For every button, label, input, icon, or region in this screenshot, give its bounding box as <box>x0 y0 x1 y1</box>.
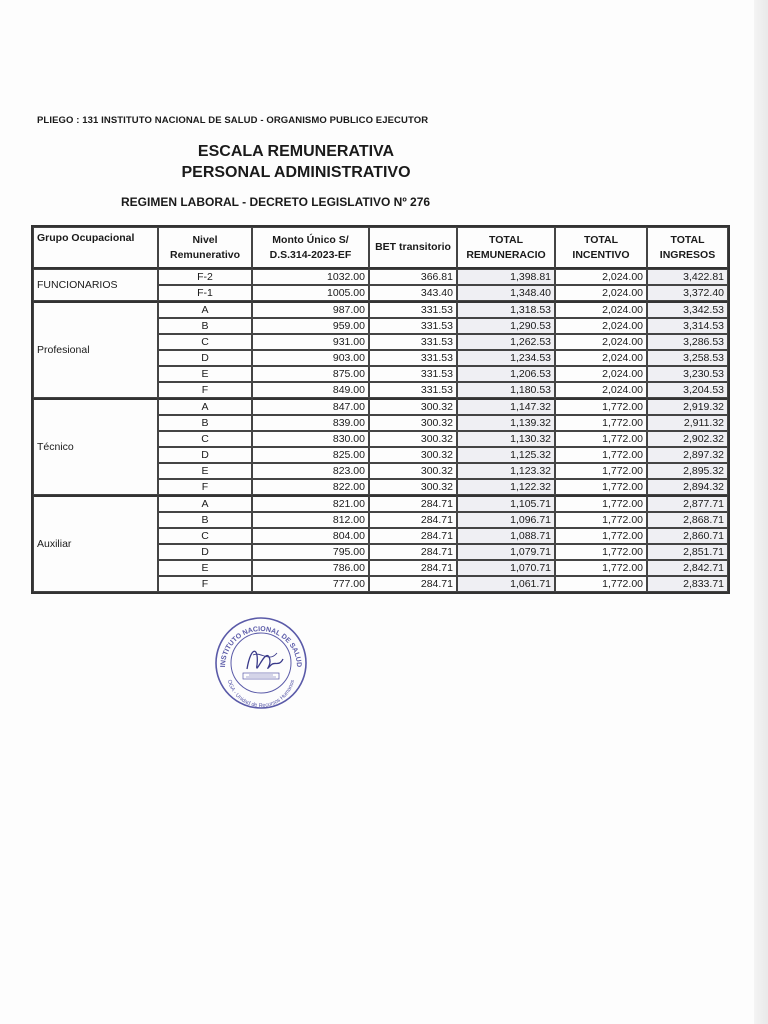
bet-cell: 284.71 <box>369 495 457 512</box>
header-bet-transitorio: BET transitorio <box>369 227 457 269</box>
total-incentivo-cell: 1,772.00 <box>555 576 647 592</box>
monto-cell: 830.00 <box>252 431 369 447</box>
signature-scribble <box>247 651 283 669</box>
monto-cell: 875.00 <box>252 366 369 382</box>
table-header-row <box>33 227 728 269</box>
bet-cell: 300.32 <box>369 447 457 463</box>
total-remuneracion-cell: 1,123.32 <box>457 463 555 479</box>
total-remuneracion-cell: 1,147.32 <box>457 398 555 415</box>
total-ingresos-cell: 3,422.81 <box>647 269 728 285</box>
total-incentivo-cell: 1,772.00 <box>555 415 647 431</box>
total-remuneracion-cell: 1,070.71 <box>457 560 555 576</box>
total-ingresos-cell: 3,230.53 <box>647 366 728 382</box>
header-total-incentivo: TOTAL INCENTIVO <box>555 227 647 269</box>
monto-cell: 839.00 <box>252 415 369 431</box>
total-remuneracion-cell: 1,061.71 <box>457 576 555 592</box>
total-remuneracion-cell: 1,398.81 <box>457 269 555 285</box>
bet-cell: 331.53 <box>369 334 457 350</box>
monto-cell: 849.00 <box>252 382 369 398</box>
nivel-cell: E <box>158 463 252 479</box>
total-remuneracion-cell: 1,206.53 <box>457 366 555 382</box>
nivel-cell: F-2 <box>158 269 252 285</box>
total-incentivo-cell: 2,024.00 <box>555 269 647 285</box>
total-incentivo-cell: 2,024.00 <box>555 285 647 301</box>
bet-cell: 331.53 <box>369 318 457 334</box>
bet-cell: 300.32 <box>369 431 457 447</box>
bet-cell: 331.53 <box>369 350 457 366</box>
pliego-line: PLIEGO : 131 INSTITUTO NACIONAL DE SALUD - ORGANISMO PUBLICO EJECUTOR <box>37 115 429 126</box>
total-remuneracion-cell: 1,139.32 <box>457 415 555 431</box>
bet-cell: 284.71 <box>369 512 457 528</box>
bet-cell: 331.53 <box>369 382 457 398</box>
total-ingresos-cell: 2,860.71 <box>647 528 728 544</box>
page-edge-shadow <box>754 0 768 1024</box>
total-remuneracion-cell: 1,130.32 <box>457 431 555 447</box>
total-remuneracion-cell: 1,180.53 <box>457 382 555 398</box>
bet-cell: 284.71 <box>369 544 457 560</box>
table-row <box>33 301 728 318</box>
total-incentivo-cell: 1,772.00 <box>555 447 647 463</box>
total-incentivo-cell: 2,024.00 <box>555 318 647 334</box>
bet-cell: 300.32 <box>369 463 457 479</box>
header-grupo-ocupacional: Grupo Ocupacional <box>33 227 158 269</box>
total-ingresos-cell: 2,877.71 <box>647 495 728 512</box>
nivel-cell: F <box>158 382 252 398</box>
total-remuneracion-cell: 1,096.71 <box>457 512 555 528</box>
regimen-line: REGIMEN LABORAL - DECRETO LEGISLATIVO Nº 276 <box>121 195 431 209</box>
seal-text-bottom: OGA - Unidad de Recursos Humanos <box>225 679 297 710</box>
nivel-cell: B <box>158 415 252 431</box>
total-incentivo-cell: 2,024.00 <box>555 366 647 382</box>
nivel-cell: A <box>158 398 252 415</box>
document-title: ESCALA REMUNERATIVA <box>197 143 395 160</box>
total-remuneracion-cell: 1,079.71 <box>457 544 555 560</box>
total-incentivo-cell: 1,772.00 <box>555 528 647 544</box>
monto-cell: 823.00 <box>252 463 369 479</box>
total-ingresos-cell: 2,833.71 <box>647 576 728 592</box>
header-nivel-remunerativo: Nivel Remunerativo <box>158 227 252 269</box>
nivel-cell: F <box>158 576 252 592</box>
total-incentivo-cell: 2,024.00 <box>555 350 647 366</box>
monto-cell: 825.00 <box>252 447 369 463</box>
nivel-cell: F-1 <box>158 285 252 301</box>
nivel-cell: C <box>158 528 252 544</box>
total-ingresos-cell: 2,895.32 <box>647 463 728 479</box>
bet-cell: 284.71 <box>369 560 457 576</box>
total-ingresos-cell: 3,258.53 <box>647 350 728 366</box>
institutional-seal <box>213 615 309 711</box>
table-row <box>33 398 728 415</box>
total-incentivo-cell: 1,772.00 <box>555 479 647 495</box>
total-incentivo-cell: 1,772.00 <box>555 560 647 576</box>
total-incentivo-cell: 1,772.00 <box>555 512 647 528</box>
total-incentivo-cell: 1,772.00 <box>555 398 647 415</box>
total-ingresos-cell: 2,897.32 <box>647 447 728 463</box>
bet-cell: 284.71 <box>369 576 457 592</box>
total-ingresos-cell: 2,842.71 <box>647 560 728 576</box>
total-ingresos-cell: 2,902.32 <box>647 431 728 447</box>
monto-cell: 1032.00 <box>252 269 369 285</box>
nivel-cell: C <box>158 431 252 447</box>
total-remuneracion-cell: 1,105.71 <box>457 495 555 512</box>
nivel-cell: E <box>158 366 252 382</box>
bet-cell: 331.53 <box>369 366 457 382</box>
total-ingresos-cell: 3,342.53 <box>647 301 728 318</box>
monto-cell: 987.00 <box>252 301 369 318</box>
total-remuneracion-cell: 1,088.71 <box>457 528 555 544</box>
monto-cell: 822.00 <box>252 479 369 495</box>
header-monto-unico: Monto Único S/ D.S.314-2023-EF <box>252 227 369 269</box>
document-subtitle: PERSONAL ADMINISTRATIVO <box>181 164 411 181</box>
bet-cell: 300.32 <box>369 415 457 431</box>
total-incentivo-cell: 2,024.00 <box>555 301 647 318</box>
header-total-remuneracion: TOTAL REMUNERACIO <box>457 227 555 269</box>
total-ingresos-cell: 2,851.71 <box>647 544 728 560</box>
bet-cell: 331.53 <box>369 301 457 318</box>
salary-scale-table <box>31 225 730 594</box>
nivel-cell: D <box>158 350 252 366</box>
total-ingresos-cell: 2,894.32 <box>647 479 728 495</box>
total-ingresos-cell: 3,372.40 <box>647 285 728 301</box>
group-name-cell: FUNCIONARIOS <box>33 269 158 301</box>
total-ingresos-cell: 2,919.32 <box>647 398 728 415</box>
total-ingresos-cell: 3,314.53 <box>647 318 728 334</box>
bet-cell: 300.32 <box>369 398 457 415</box>
nivel-cell: F <box>158 479 252 495</box>
seal-text-top: INSTITUTO NACIONAL DE SALUD <box>219 625 303 668</box>
monto-cell: 903.00 <box>252 350 369 366</box>
nivel-cell: B <box>158 318 252 334</box>
nivel-cell: A <box>158 495 252 512</box>
nivel-cell: D <box>158 447 252 463</box>
total-ingresos-cell: 3,204.53 <box>647 382 728 398</box>
total-incentivo-cell: 2,024.00 <box>555 382 647 398</box>
total-incentivo-cell: 2,024.00 <box>555 334 647 350</box>
total-ingresos-cell: 2,868.71 <box>647 512 728 528</box>
table-body <box>33 269 728 592</box>
monto-cell: 786.00 <box>252 560 369 576</box>
nivel-cell: D <box>158 544 252 560</box>
total-incentivo-cell: 1,772.00 <box>555 544 647 560</box>
svg-text:OGA - Unidad de Recursos Human <box>226 679 296 709</box>
monto-cell: 804.00 <box>252 528 369 544</box>
total-remuneracion-cell: 1,122.32 <box>457 479 555 495</box>
bet-cell: 284.71 <box>369 528 457 544</box>
monto-cell: 777.00 <box>252 576 369 592</box>
total-remuneracion-cell: 1,348.40 <box>457 285 555 301</box>
table-row <box>33 269 728 285</box>
nivel-cell: B <box>158 512 252 528</box>
total-remuneracion-cell: 1,234.53 <box>457 350 555 366</box>
total-ingresos-cell: 2,911.32 <box>647 415 728 431</box>
total-remuneracion-cell: 1,318.53 <box>457 301 555 318</box>
monto-cell: 931.00 <box>252 334 369 350</box>
nivel-cell: C <box>158 334 252 350</box>
nivel-cell: A <box>158 301 252 318</box>
total-incentivo-cell: 1,772.00 <box>555 431 647 447</box>
bet-cell: 343.40 <box>369 285 457 301</box>
bet-cell: 366.81 <box>369 269 457 285</box>
header-total-ingresos: TOTAL INGRESOS <box>647 227 728 269</box>
total-remuneracion-cell: 1,290.53 <box>457 318 555 334</box>
total-remuneracion-cell: 1,262.53 <box>457 334 555 350</box>
monto-cell: 795.00 <box>252 544 369 560</box>
total-incentivo-cell: 1,772.00 <box>555 463 647 479</box>
monto-cell: 847.00 <box>252 398 369 415</box>
bet-cell: 300.32 <box>369 479 457 495</box>
nivel-cell: E <box>158 560 252 576</box>
monto-cell: 959.00 <box>252 318 369 334</box>
monto-cell: 821.00 <box>252 495 369 512</box>
total-incentivo-cell: 1,772.00 <box>555 495 647 512</box>
total-ingresos-cell: 3,286.53 <box>647 334 728 350</box>
group-name-cell: Auxiliar <box>33 495 158 592</box>
table-row <box>33 495 728 512</box>
total-remuneracion-cell: 1,125.32 <box>457 447 555 463</box>
monto-cell: 812.00 <box>252 512 369 528</box>
group-name-cell: Técnico <box>33 398 158 495</box>
monto-cell: 1005.00 <box>252 285 369 301</box>
group-name-cell: Profesional <box>33 301 158 398</box>
